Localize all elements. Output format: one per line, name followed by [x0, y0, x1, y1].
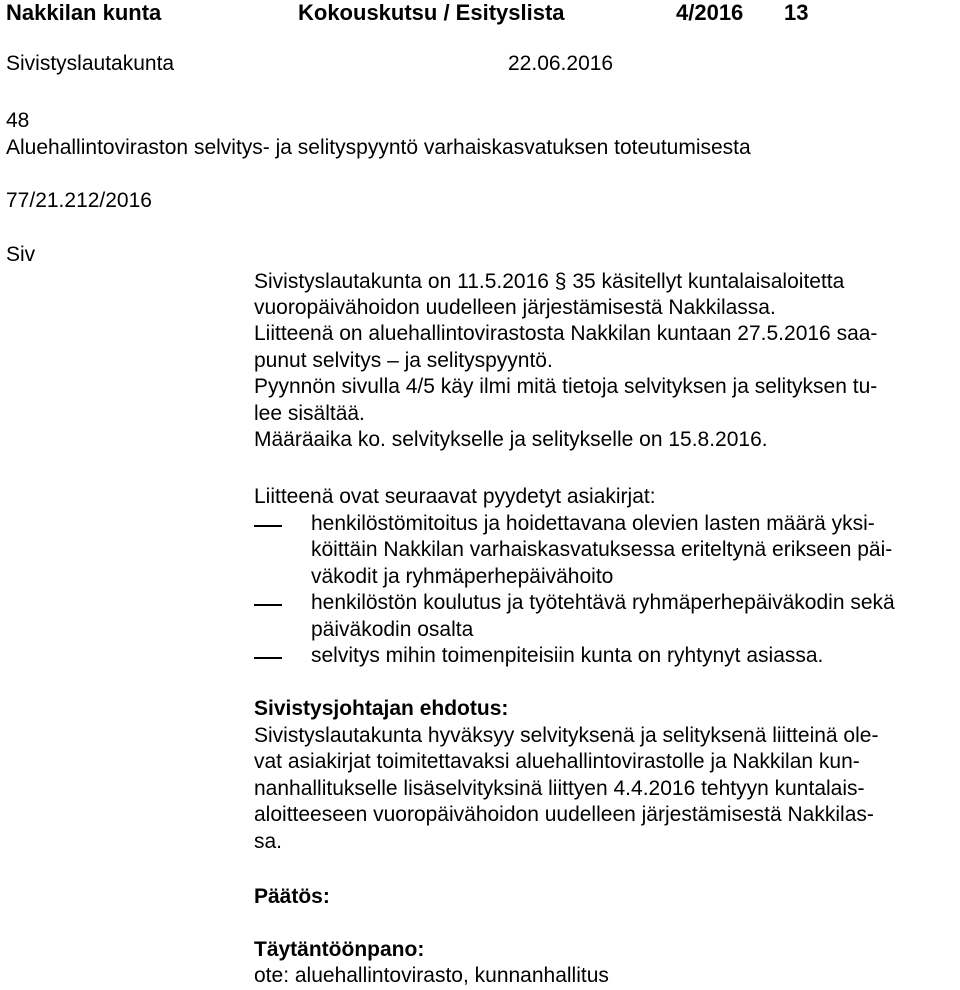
list-item-line: selvitys mihin toimenpiteisiin kunta on ryhtynyt asiassa. — [311, 644, 824, 667]
dash-bullet — [254, 604, 282, 606]
meeting-date: 22.06.2016 — [508, 52, 614, 75]
intro-line: Pyynnön sivulla 4/5 käy ilmi mitä tietoja selvityksen ja selityksen tu- — [254, 375, 878, 398]
dash-bullet — [254, 657, 282, 659]
proposal-heading: Sivistysjohtajan ehdotus: — [254, 697, 509, 720]
item-title: Aluehallintoviraston selvitys- ja selityspyyntö varhaiskasvatuksen toteutumisesta — [6, 136, 751, 159]
decision-heading: Päätös: — [254, 885, 330, 908]
issue-number: 4/2016 — [676, 0, 744, 25]
proposal-line: Sivistyslautakunta hyväksyy selvityksenä ja selityksenä liitteinä ole- — [254, 724, 879, 747]
proposal-line: aloitteeseen vuoropäivähoidon uudelleen järjestämisestä Nakkilas- — [254, 803, 874, 826]
intro-line: lee sisältää. — [254, 402, 365, 425]
proposal-line: nanhallitukselle lisäselvityksinä liittyen 4.4.2016 tehtyyn kuntalais- — [254, 777, 865, 800]
reference-number: 77/21.212/2016 — [6, 189, 152, 212]
list-item-line: henkilöstömitoitus ja hoidettavana olevien lasten määrä yksi- — [311, 512, 875, 535]
execution-recipients: ote: aluehallintovirasto, kunnanhallitus — [254, 964, 609, 987]
proposal-line: vat asiakirjat toimitettavaksi aluehallintovirastolle ja Nakkilan kun- — [254, 750, 860, 773]
proposal-line: sa. — [254, 830, 283, 853]
intro-line: Liitteenä on aluehallintovirastosta Nakkilan kuntaan 27.5.2016 saa- — [254, 322, 878, 345]
intro-line: Sivistyslautakunta on 11.5.2016 § 35 käsitellyt kuntalaisaloitetta — [254, 270, 845, 293]
intro-line: Määräaika ko. selvitykselle ja selitykselle on 15.8.2016. — [254, 428, 768, 451]
item-number: 48 — [6, 109, 30, 132]
municipality-name: Nakkilan kunta — [6, 0, 162, 25]
board-name: Sivistyslautakunta — [6, 52, 175, 75]
list-item-line: päiväkodin osalta — [311, 618, 474, 641]
document-type: Kokouskutsu / Esityslista — [298, 0, 565, 25]
page-number: 13 — [784, 0, 809, 25]
attachments-intro: Liitteenä ovat seuraavat pyydetyt asiakirjat: — [254, 485, 656, 508]
dash-bullet — [254, 525, 282, 527]
list-item-line: köittäin Nakkilan varhaiskasvatuksessa eriteltynä erikseen päi- — [311, 538, 893, 561]
preparer-initials: Siv — [6, 243, 36, 266]
list-item-line: väkodit ja ryhmäperhepäivähoito — [311, 565, 614, 588]
execution-heading: Täytäntöönpano: — [254, 938, 425, 961]
list-item-line: henkilöstön koulutus ja työtehtävä ryhmäperhepäiväkodin sekä — [311, 591, 895, 614]
intro-line: punut selvitys – ja selityspyyntö. — [254, 349, 553, 372]
intro-line: vuoropäivähoidon uudelleen järjestämisestä Nakkilassa. — [254, 296, 776, 319]
